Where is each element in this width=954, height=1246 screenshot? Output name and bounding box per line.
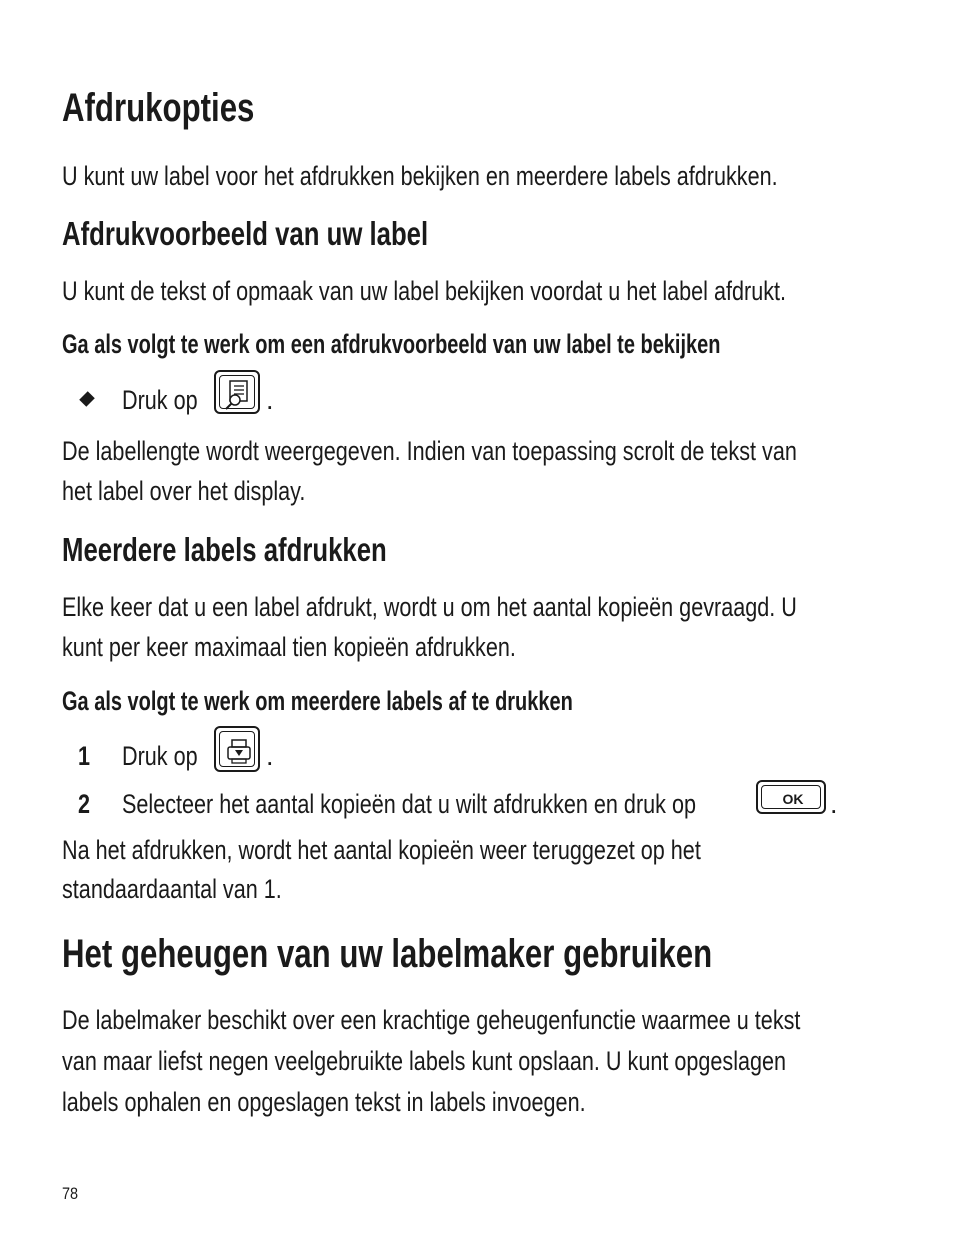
preview-text: U kunt de tekst of opmaak van uw label bekijken voordat u het label afdrukt.	[62, 276, 787, 306]
ok-key-label: OK	[782, 791, 804, 807]
preview-step	[62, 380, 892, 428]
section-title-print-options: Afdrukopties	[62, 86, 255, 130]
step-text: Selecteer het aantal kopieën dat u wilt afdrukken en druk op	[122, 789, 696, 819]
period: .	[266, 385, 274, 415]
section-intro: U kunt uw label voor het afdrukken bekijken en meerdere labels afdrukken.	[62, 161, 778, 191]
multiple-heading: Meerdere labels afdrukken	[62, 531, 387, 568]
preview-heading: Afdrukvoorbeeld van uw label	[62, 215, 429, 252]
multiple-text-line-2: kunt per keer maximaal tien kopieën afdrukken.	[62, 632, 516, 662]
period: .	[266, 741, 274, 771]
section-title-memory: Het geheugen van uw labelmaker gebruiken	[62, 932, 713, 976]
multiple-text-line-1: Elke keer dat u een label afdrukt, wordt u om het aantal kopieën gevraagd. U	[62, 592, 797, 622]
memory-text-line-3: labels ophalen en opgeslagen tekst in labels invoegen.	[62, 1087, 586, 1117]
preview-result-line-2: het label over het display.	[62, 476, 306, 506]
after-print-line-1: Na het afdrukken, wordt het aantal kopieën weer teruggezet op het	[62, 835, 701, 865]
preview-procedure-heading: Ga als volgt te werk om een afdrukvoorbeeld van uw label te bekijken	[62, 329, 721, 359]
preview-result-line-1: De labellengte wordt weergegeven. Indien van toepassing scrolt de tekst van	[62, 436, 797, 466]
step-number: 2	[78, 789, 91, 819]
page-number: 78	[62, 1184, 79, 1203]
preview-step-text: Druk op	[122, 385, 198, 415]
step-text: Druk op	[122, 741, 198, 771]
ok-key-icon	[756, 780, 826, 814]
memory-text-line-2: van maar liefst negen veelgebruikte labels kunt opslaan. U kunt opgeslagen	[62, 1046, 787, 1076]
preview-key-icon	[214, 370, 260, 414]
multiple-step-1	[62, 736, 892, 784]
multiple-procedure-heading: Ga als volgt te werk om meerdere labels af te drukken	[62, 686, 573, 716]
step-number: 1	[78, 741, 91, 771]
print-key-icon	[214, 726, 260, 772]
after-print-line-2: standaardaantal van 1.	[62, 874, 282, 904]
period: .	[830, 789, 838, 819]
bullet-diamond-icon	[79, 391, 95, 407]
memory-text-line-1: De labelmaker beschikt over een krachtige geheugenfunctie waarmee u tekst	[62, 1005, 801, 1035]
